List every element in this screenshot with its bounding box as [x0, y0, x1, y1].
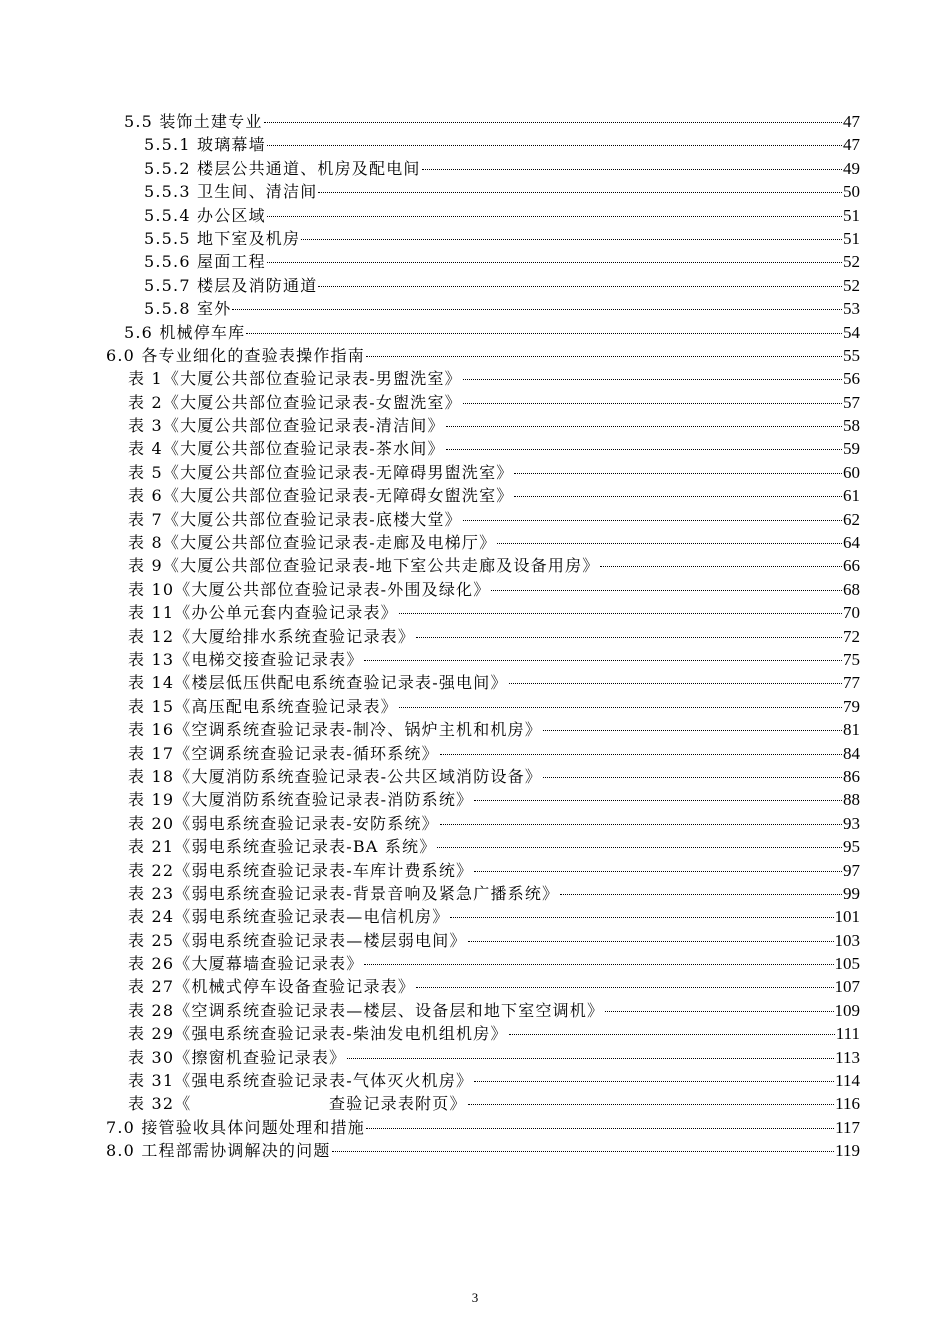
toc-entry[interactable]	[0, 1046, 950, 1069]
toc-entry-title: 表 3《大厦公共部位查验记录表-清洁间》	[128, 416, 445, 436]
toc-entry-title: 表 24《弱电系统查验记录表—电信机房》	[128, 907, 450, 927]
toc-dot-leader	[463, 379, 842, 380]
toc-entry[interactable]	[0, 975, 950, 998]
toc-entry[interactable]	[0, 601, 950, 624]
toc-entry-title: 表 7《大厦公共部位查验记录表-底楼大堂》	[128, 509, 462, 529]
toc-entry[interactable]	[0, 1092, 950, 1115]
toc-dot-leader	[399, 613, 842, 614]
toc-dot-leader	[437, 847, 842, 848]
toc-entry[interactable]	[0, 531, 950, 554]
toc-dot-leader	[468, 1104, 834, 1105]
toc-entry-title: 表 23《弱电系统查验记录表-背景音响及紧急广播系统》	[128, 883, 560, 903]
toc-entry[interactable]	[0, 1139, 950, 1162]
toc-dot-leader	[267, 216, 842, 217]
toc-dot-leader	[497, 543, 842, 544]
toc-entry-title: 5.5.3 卫生间、清洁间	[144, 182, 318, 202]
toc-dot-leader	[416, 637, 842, 638]
toc-entry-page: 111	[835, 1024, 860, 1044]
toc-dot-leader	[509, 683, 842, 684]
toc-entry-page: 55	[843, 345, 860, 365]
toc-entry[interactable]	[0, 625, 950, 648]
toc-entry-title: 表 26《大厦幕墙查验记录表》	[128, 954, 364, 974]
toc-dot-leader	[399, 707, 842, 708]
toc-dot-leader	[246, 333, 842, 334]
toc-entry-title: 表 11《办公单元套内查验记录表》	[128, 603, 398, 623]
toc-entry[interactable]	[0, 484, 950, 507]
toc-entry[interactable]	[0, 929, 950, 952]
toc-entry-title: 表 29《强电系统查验记录表-柴油发电机组机房》	[128, 1024, 508, 1044]
toc-entry-page: 93	[843, 813, 860, 833]
toc-entry[interactable]	[0, 414, 950, 437]
toc-entry[interactable]	[0, 812, 950, 835]
toc-entry-page: 109	[834, 1000, 860, 1020]
toc-entry-page: 86	[843, 766, 860, 786]
toc-dot-leader	[491, 590, 842, 591]
toc-dot-leader	[446, 449, 842, 450]
toc-entry-page: 81	[843, 720, 860, 740]
toc-dot-leader	[463, 520, 842, 521]
toc-entry[interactable]	[0, 250, 950, 273]
toc-entry[interactable]	[0, 835, 950, 858]
toc-entry-title: 5.5.5 地下室及机房	[144, 228, 301, 248]
toc-entry-page: 47	[843, 112, 860, 131]
toc-dot-leader	[440, 824, 842, 825]
toc-dot-leader	[463, 403, 842, 404]
toc-entry-page: 61	[843, 486, 860, 506]
toc-entry-page: 99	[843, 883, 860, 903]
toc-entry-page: 105	[834, 954, 860, 974]
toc-entry-page: 68	[843, 579, 860, 599]
toc-dot-leader	[232, 309, 842, 310]
toc-entry-page: 70	[843, 603, 860, 623]
toc-entry[interactable]	[0, 554, 950, 577]
toc-entry[interactable]	[0, 999, 950, 1022]
toc-entry[interactable]	[0, 695, 950, 718]
toc-entry-page: 62	[843, 509, 860, 529]
toc-entry-page: 117	[835, 1117, 860, 1137]
toc-entry-title: 5.5.1 玻璃幕墙	[144, 135, 266, 155]
toc-entry[interactable]	[0, 391, 950, 414]
toc-entry-title: 表 30《擦窗机查验记录表》	[128, 1047, 347, 1067]
toc-entry[interactable]	[0, 321, 950, 344]
toc-entry[interactable]	[0, 367, 950, 390]
toc-dot-leader	[514, 496, 842, 497]
toc-dot-leader	[474, 871, 842, 872]
toc-dot-leader	[543, 777, 842, 778]
toc-entry-page: 53	[843, 299, 860, 319]
toc-dot-leader	[366, 1128, 834, 1129]
toc-entry-title: 5.6 机械停车库	[124, 322, 246, 342]
toc-entry[interactable]	[0, 718, 950, 741]
toc-dot-leader	[347, 1058, 834, 1059]
toc-entry-title: 表 28《空调系统查验记录表—楼层、设备层和地下室空调机》	[128, 1000, 605, 1020]
toc-entry-title: 表 5《大厦公共部位查验记录表-无障碍男盥洗室》	[128, 462, 514, 482]
toc-dot-leader	[560, 894, 842, 895]
toc-dot-leader	[301, 239, 842, 240]
toc-entry-page: 47	[843, 135, 860, 155]
toc-entry[interactable]	[0, 227, 950, 250]
toc-entry-page: 116	[835, 1094, 860, 1114]
toc-dot-leader	[600, 566, 842, 567]
toc-entry[interactable]	[0, 952, 950, 975]
toc-entry[interactable]	[0, 1116, 950, 1139]
toc-entry-title: 表 10《大厦公共部位查验记录表-外围及绿化》	[128, 579, 491, 599]
toc-entry-page: 113	[835, 1047, 860, 1067]
toc-entry[interactable]	[0, 905, 950, 928]
toc-entry-title: 8.0 工程部需协调解决的问题	[106, 1141, 331, 1161]
toc-entry-title: 7.0 接管验收具体问题处理和措施	[106, 1117, 365, 1137]
toc-entry-title: 表 25《弱电系统查验记录表—楼层弱电间》	[128, 930, 467, 950]
toc-dot-leader	[332, 1151, 835, 1152]
toc-entry-page: 72	[843, 626, 860, 646]
toc-entry-page: 88	[843, 790, 860, 810]
toc-entry[interactable]	[0, 437, 950, 460]
toc-entry-title: 5.5.4 办公区域	[144, 205, 266, 225]
toc-entry-page: 60	[843, 462, 860, 482]
toc-dot-leader	[416, 987, 833, 988]
toc-entry-page: 79	[843, 696, 860, 716]
toc-dot-leader	[318, 192, 842, 193]
toc-entry[interactable]	[0, 578, 950, 601]
toc-entry-title: 表 12《大厦给排水系统查验记录表》	[128, 626, 416, 646]
toc-entry-page: 51	[843, 205, 860, 225]
toc-dot-leader	[264, 122, 842, 123]
toc-dot-leader	[364, 964, 833, 965]
toc-entry-page: 84	[843, 743, 860, 763]
toc-entry[interactable]	[0, 882, 950, 905]
toc-entry-page: 114	[835, 1071, 860, 1091]
toc-entry-title: 表 20《弱电系统查验记录表-安防系统》	[128, 813, 439, 833]
toc-dot-leader	[267, 145, 842, 146]
toc-entry-title: 6.0 各专业细化的查验表操作指南	[106, 345, 365, 365]
toc-dot-leader	[474, 1081, 834, 1082]
toc-entry-title: 表 9《大厦公共部位查验记录表-地下室公共走廊及设备用房》	[128, 556, 600, 576]
toc-entry-title: 表 22《弱电系统查验记录表-车库计费系统》	[128, 860, 474, 880]
toc-entry[interactable]	[0, 344, 950, 367]
toc-entry-page: 75	[843, 649, 860, 669]
toc-entry-title: 5.5.2 楼层公共通道、机房及配电间	[144, 158, 421, 178]
toc-entry[interactable]	[0, 297, 950, 320]
table-of-contents	[0, 110, 950, 1163]
page-number: 3	[471, 1290, 479, 1305]
toc-entry-title: 5.5 装饰土建专业	[124, 112, 263, 131]
toc-entry-page: 58	[843, 416, 860, 436]
toc-entry-title: 表 8《大厦公共部位查验记录表-走廊及电梯厅》	[128, 533, 497, 553]
toc-entry-title: 5.5.6 屋面工程	[144, 252, 266, 272]
toc-entry-title: 表 4《大厦公共部位查验记录表-茶水间》	[128, 439, 445, 459]
toc-entry-page: 52	[843, 275, 860, 295]
toc-entry-title: 表 2《大厦公共部位查验记录表-女盥洗室》	[128, 392, 462, 412]
toc-dot-leader	[267, 262, 842, 263]
toc-entry-page: 49	[843, 158, 860, 178]
toc-dot-leader	[514, 473, 842, 474]
toc-entry-title: 表 31《强电系统查验记录表-气体灭火机房》	[128, 1071, 474, 1091]
toc-entry-page: 119	[835, 1141, 860, 1161]
toc-dot-leader	[605, 1011, 833, 1012]
toc-entry-title: 表 17《空调系统查验记录表-循环系统》	[128, 743, 439, 763]
toc-entry[interactable]	[0, 508, 950, 531]
toc-entry-title: 5.5.8 室外	[144, 299, 232, 319]
toc-dot-leader	[450, 917, 833, 918]
toc-dot-leader	[474, 800, 842, 801]
toc-dot-leader	[364, 660, 842, 661]
toc-entry-title: 表 6《大厦公共部位查验记录表-无障碍女盥洗室》	[128, 486, 514, 506]
toc-entry-page: 101	[834, 907, 860, 927]
toc-entry[interactable]	[0, 742, 950, 765]
toc-entry-title: 表 18《大厦消防系统查验记录表-公共区域消防设备》	[128, 766, 543, 786]
toc-dot-leader	[446, 426, 842, 427]
toc-entry-title: 表 15《高压配电系统查验记录表》	[128, 696, 398, 716]
toc-entry-page: 54	[843, 322, 860, 342]
toc-entry[interactable]	[0, 157, 950, 180]
toc-entry[interactable]	[0, 1069, 950, 1092]
toc-entry-page: 103	[834, 930, 860, 950]
toc-entry[interactable]	[0, 274, 950, 297]
toc-entry-title: 表 21《弱电系统查验记录表-BA 系统》	[128, 837, 437, 857]
toc-entry-page: 56	[843, 369, 860, 389]
toc-entry[interactable]	[0, 765, 950, 788]
toc-entry-title: 表 27《机械式停车设备查验记录表》	[128, 977, 416, 997]
toc-entry-page: 77	[843, 673, 860, 693]
toc-entry-title: 表 16《空调系统查验记录表-制冷、锅炉主机和机房》	[128, 720, 543, 740]
toc-dot-leader	[318, 286, 842, 287]
toc-entry[interactable]	[0, 1022, 950, 1045]
toc-entry-title: 表 19《大厦消防系统查验记录表-消防系统》	[128, 790, 474, 810]
toc-dot-leader	[422, 169, 842, 170]
toc-entry-page: 97	[843, 860, 860, 880]
toc-entry[interactable]	[0, 788, 950, 811]
toc-entry-page: 50	[843, 182, 860, 202]
toc-entry[interactable]	[0, 180, 950, 203]
toc-entry[interactable]	[0, 859, 950, 882]
toc-entry-title: 表 13《电梯交接查验记录表》	[128, 649, 364, 669]
toc-dot-leader	[509, 1034, 835, 1035]
toc-entry-page: 107	[834, 977, 860, 997]
toc-entry[interactable]	[0, 648, 950, 671]
toc-dot-leader	[543, 730, 842, 731]
toc-entry-page: 51	[843, 228, 860, 248]
toc-entry[interactable]	[0, 671, 950, 694]
toc-entry[interactable]	[0, 133, 950, 156]
toc-entry-page: 57	[843, 392, 860, 412]
toc-entry[interactable]	[0, 110, 950, 133]
toc-entry-page: 64	[843, 533, 860, 553]
toc-dot-leader	[468, 941, 834, 942]
toc-entry-page: 59	[843, 439, 860, 459]
toc-entry-page: 66	[843, 556, 860, 576]
toc-entry-page: 52	[843, 252, 860, 272]
toc-entry-title: 表 1《大厦公共部位查验记录表-男盥洗室》	[128, 369, 462, 389]
toc-entry-page: 95	[843, 837, 860, 857]
toc-entry-title: 表 32《 查验记录表附页》	[128, 1094, 467, 1114]
toc-entry-title: 5.5.7 楼层及消防通道	[144, 275, 318, 295]
toc-entry-title: 表 14《楼层低压供配电系统查验记录表-强电间》	[128, 673, 508, 693]
toc-entry[interactable]	[0, 461, 950, 484]
toc-dot-leader	[440, 754, 842, 755]
toc-dot-leader	[366, 356, 842, 357]
toc-entry[interactable]	[0, 204, 950, 227]
